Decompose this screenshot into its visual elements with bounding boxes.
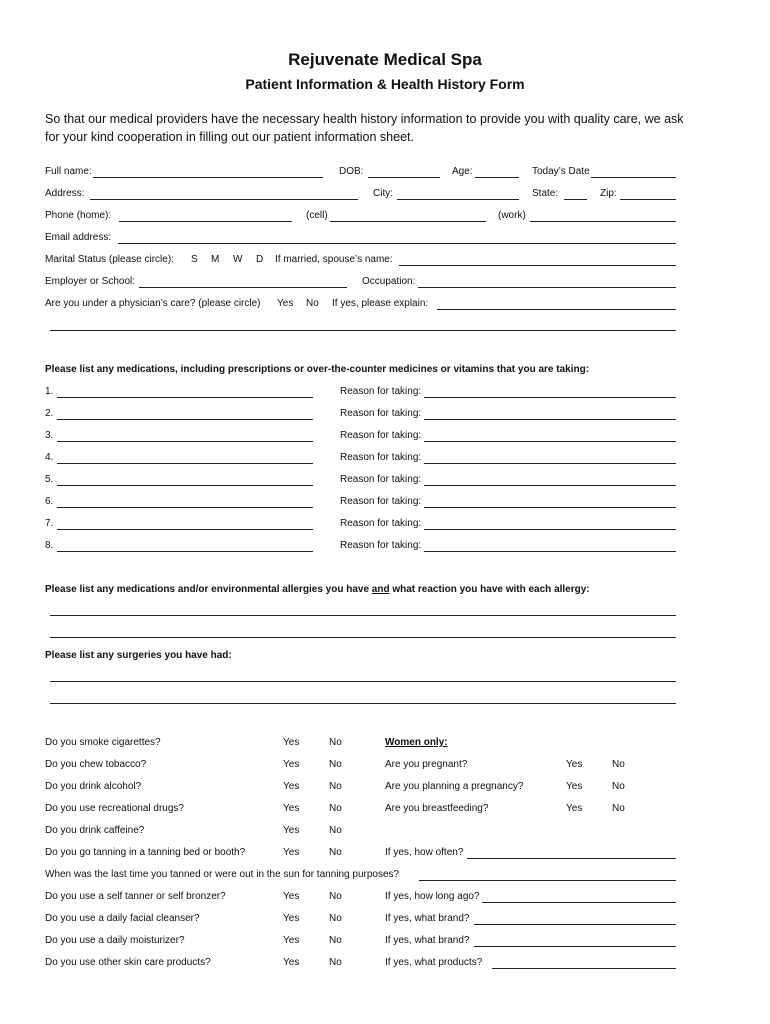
occupation-field[interactable]	[418, 287, 676, 288]
employer-field[interactable]	[139, 287, 347, 288]
allergies-field-2[interactable]	[50, 637, 676, 638]
lifestyle-yes-option[interactable]: Yes	[283, 847, 300, 858]
reason-for-taking-field[interactable]	[424, 441, 676, 442]
city-field[interactable]	[397, 199, 519, 200]
reason-for-taking-field[interactable]	[424, 507, 676, 508]
skin-followup-field[interactable]	[482, 902, 676, 903]
medication-number: 6.	[45, 496, 54, 507]
skin-followup-label: If yes, how long ago?	[385, 891, 480, 902]
skin-followup-label: If yes, what products?	[385, 957, 483, 968]
zip-field[interactable]	[620, 199, 676, 200]
age-field[interactable]	[475, 177, 519, 178]
city-label: City:	[373, 188, 393, 199]
reason-for-taking-label: Reason for taking:	[340, 452, 422, 463]
lifestyle-question: Do you drink caffeine?	[45, 825, 145, 836]
skin-followup-field[interactable]	[474, 924, 676, 925]
skin-followup-field[interactable]	[474, 946, 676, 947]
surgeries-heading: Please list any surgeries you have had:	[45, 650, 232, 661]
spouse-name-field[interactable]	[399, 265, 676, 266]
email-label: Email address:	[45, 232, 112, 243]
medications-heading: Please list any medications, including prescriptions or over-the-counter medicines or vitamins that you are taking:	[45, 364, 590, 375]
marital-status-label: Marital Status (please circle):	[45, 254, 174, 265]
email-field[interactable]	[118, 243, 676, 244]
reason-for-taking-label: Reason for taking:	[340, 386, 422, 397]
marital-option-m[interactable]: M	[211, 254, 220, 265]
medication-number: 4.	[45, 452, 54, 463]
last-time-tanned-label: When was the last time you tanned or were out in the sun for tanning purposes?	[45, 869, 400, 880]
medication-name-field[interactable]	[57, 529, 313, 530]
skin-yes-option[interactable]: Yes	[283, 957, 300, 968]
skin-no-option[interactable]: No	[329, 935, 342, 946]
physician-care-label: Are you under a physician’s care? (please circle)	[45, 298, 261, 309]
physician-explain-label: If yes, please explain:	[332, 298, 429, 309]
reason-for-taking-label: Reason for taking:	[340, 496, 422, 507]
lifestyle-question: Do you use recreational drugs?	[45, 803, 184, 814]
full-name-field[interactable]	[93, 177, 323, 178]
physician-care-no[interactable]: No	[306, 298, 319, 309]
reason-for-taking-field[interactable]	[424, 397, 676, 398]
state-field[interactable]	[564, 199, 587, 200]
marital-option-s[interactable]: S	[191, 254, 198, 265]
medication-name-field[interactable]	[57, 463, 313, 464]
address-field[interactable]	[90, 199, 358, 200]
reason-for-taking-label: Reason for taking:	[340, 474, 422, 485]
dob-field[interactable]	[368, 177, 440, 178]
full-name-label: Full name:	[45, 166, 92, 177]
intro-paragraph: So that our medical providers have the necessary health history information to provide you with quality care, we ask for your kind cooperation in filling out our patient information sheet.	[45, 112, 684, 144]
medication-number: 2.	[45, 408, 54, 419]
phone-work-field[interactable]	[530, 221, 676, 222]
lifestyle-no-option[interactable]: No	[329, 825, 342, 836]
reason-for-taking-label: Reason for taking:	[340, 540, 422, 551]
form-title: Rejuvenate Medical Spa	[288, 50, 482, 69]
phone-cell-field[interactable]	[330, 221, 486, 222]
skin-question: Do you use a daily facial cleanser?	[45, 913, 200, 924]
age-label: Age:	[452, 166, 473, 177]
reason-for-taking-field[interactable]	[424, 463, 676, 464]
allergies-heading-and: and	[371, 584, 390, 595]
skin-no-option[interactable]: No	[329, 957, 342, 968]
last-time-tanned-field[interactable]	[419, 880, 676, 881]
women-no-option[interactable]: No	[612, 759, 625, 770]
phone-home-field[interactable]	[119, 221, 292, 222]
lifestyle-no-option[interactable]: No	[329, 803, 342, 814]
occupation-label: Occupation:	[362, 276, 416, 287]
dob-label: DOB:	[339, 166, 364, 177]
medication-number: 3.	[45, 430, 54, 441]
physician-explain-field[interactable]	[437, 309, 676, 310]
skin-followup-field[interactable]	[492, 968, 676, 969]
allergies-heading-pre: Please list any medications and/or environmental allergies you have	[45, 584, 372, 595]
medication-name-field[interactable]	[57, 397, 313, 398]
medication-name-field[interactable]	[57, 551, 313, 552]
women-yes-option[interactable]: Yes	[566, 803, 583, 814]
allergies-heading-post: what reaction you have with each allergy:	[389, 584, 590, 595]
marital-option-w[interactable]: W	[233, 254, 243, 265]
women-question: Are you planning a pregnancy?	[385, 781, 524, 792]
medication-number: 1.	[45, 386, 54, 397]
medication-number: 5.	[45, 474, 54, 485]
phone-home-label: Phone (home):	[45, 210, 112, 221]
medication-name-field[interactable]	[57, 419, 313, 420]
phone-work-label: (work)	[498, 210, 526, 221]
reason-for-taking-field[interactable]	[424, 485, 676, 486]
todays-date-field[interactable]	[591, 177, 676, 178]
form-subtitle: Patient Information & Health History Form	[245, 76, 525, 92]
lifestyle-no-option[interactable]: No	[329, 737, 342, 748]
todays-date-label: Today’s Date	[532, 166, 590, 177]
lifestyle-question: Do you go tanning in a tanning bed or booth?	[45, 847, 246, 858]
reason-for-taking-field[interactable]	[424, 551, 676, 552]
zip-label: Zip:	[600, 188, 617, 199]
lifestyle-question: Do you smoke cigarettes?	[45, 737, 161, 748]
surgeries-field-1[interactable]	[50, 681, 676, 682]
reason-for-taking-label: Reason for taking:	[340, 518, 422, 529]
women-yes-option[interactable]: Yes	[566, 759, 583, 770]
lifestyle-question: Do you drink alcohol?	[45, 781, 142, 792]
physician-care-yes[interactable]: Yes	[277, 298, 294, 309]
lifestyle-yes-option[interactable]: Yes	[283, 803, 300, 814]
lifestyle-question: Do you chew tobacco?	[45, 759, 147, 770]
skin-yes-option[interactable]: Yes	[283, 891, 300, 902]
skin-followup-label: If yes, what brand?	[385, 935, 470, 946]
lifestyle-yes-option[interactable]: Yes	[283, 737, 300, 748]
address-label: Address:	[45, 188, 85, 199]
marital-option-d[interactable]: D	[256, 254, 264, 265]
skin-question: Do you use a self tanner or self bronzer?	[45, 891, 226, 902]
lifestyle-yes-option[interactable]: Yes	[283, 759, 300, 770]
medication-number: 8.	[45, 540, 54, 551]
lifestyle-yes-option[interactable]: Yes	[283, 825, 300, 836]
phone-cell-label: (cell)	[306, 210, 328, 221]
skin-yes-option[interactable]: Yes	[283, 935, 300, 946]
skin-yes-option[interactable]: Yes	[283, 913, 300, 924]
medication-name-field[interactable]	[57, 507, 313, 508]
spouse-name-label: If married, spouse’s name:	[275, 254, 393, 265]
employer-label: Employer or School:	[45, 276, 136, 287]
women-no-option[interactable]: No	[612, 803, 625, 814]
women-only-heading: Women only:	[385, 737, 448, 748]
medication-name-field[interactable]	[57, 441, 313, 442]
reason-for-taking-field[interactable]	[424, 419, 676, 420]
reason-for-taking-field[interactable]	[424, 529, 676, 530]
skin-followup-label: If yes, what brand?	[385, 913, 470, 924]
allergies-heading	[45, 584, 590, 596]
skin-question: Do you use other skin care products?	[45, 957, 211, 968]
state-label: State:	[532, 188, 559, 199]
lifestyle-no-option[interactable]: No	[329, 781, 342, 792]
lifestyle-no-option[interactable]: No	[329, 847, 342, 858]
skin-no-option[interactable]: No	[329, 913, 342, 924]
medication-number: 7.	[45, 518, 54, 529]
surgeries-field-2[interactable]	[50, 703, 676, 704]
lifestyle-yes-option[interactable]: Yes	[283, 781, 300, 792]
women-no-option[interactable]: No	[612, 781, 625, 792]
reason-for-taking-label: Reason for taking:	[340, 408, 422, 419]
women-question: Are you breastfeeding?	[385, 803, 489, 814]
women-question: Are you pregnant?	[385, 759, 468, 770]
skin-no-option[interactable]: No	[329, 891, 342, 902]
physician-explain-field-2[interactable]	[50, 330, 676, 331]
allergies-field-1[interactable]	[50, 615, 676, 616]
medication-name-field[interactable]	[57, 485, 313, 486]
tanning-how-often-field[interactable]	[467, 858, 676, 859]
tanning-how-often-label: If yes, how often?	[385, 847, 464, 858]
women-yes-option[interactable]: Yes	[566, 781, 583, 792]
lifestyle-no-option[interactable]: No	[329, 759, 342, 770]
reason-for-taking-label: Reason for taking:	[340, 430, 422, 441]
skin-question: Do you use a daily moisturizer?	[45, 935, 185, 946]
